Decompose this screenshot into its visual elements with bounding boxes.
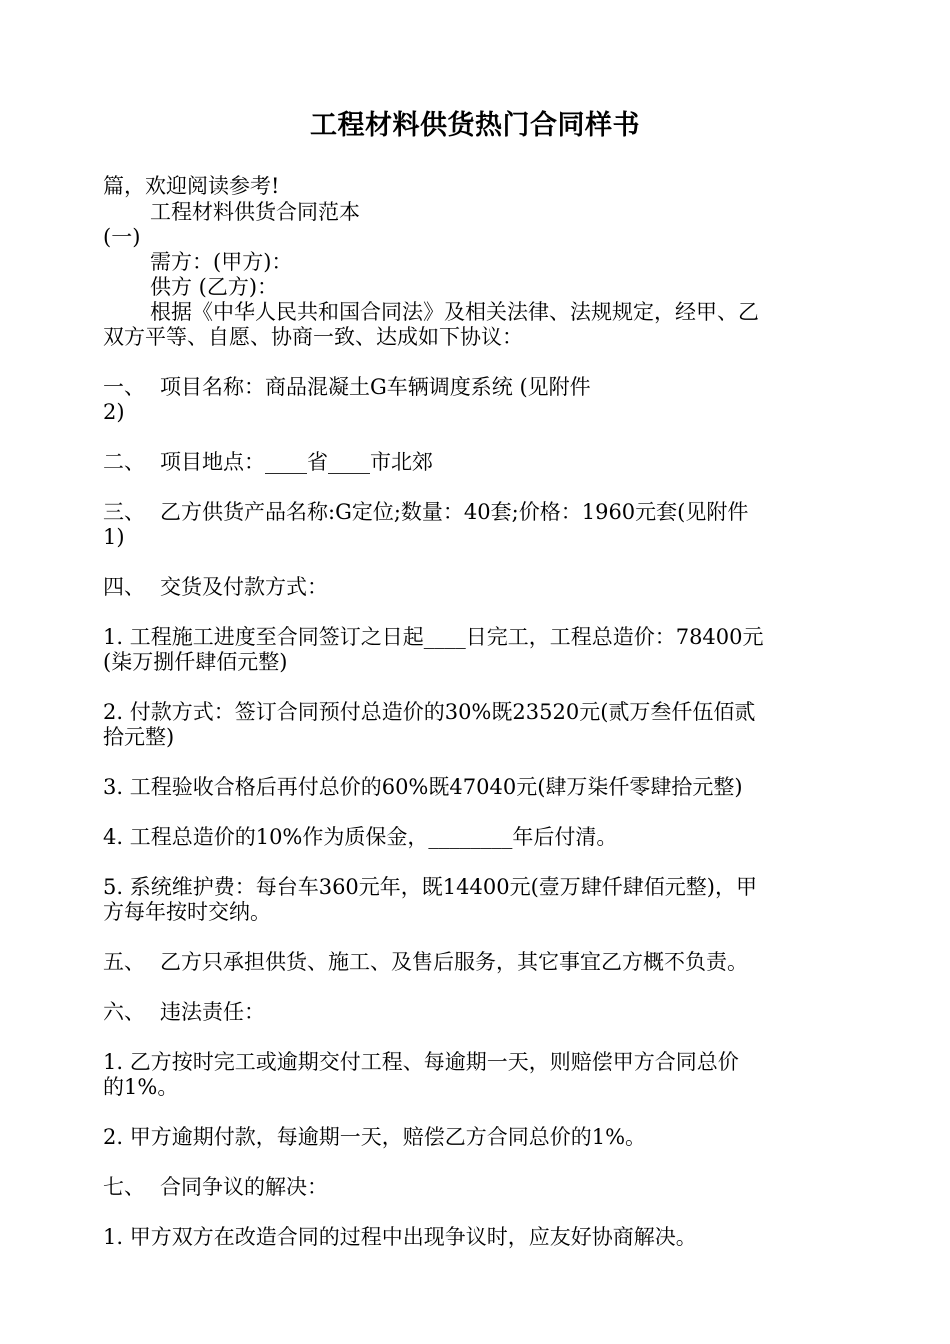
item-4-5: 5. 系统维护费：每台车360元年，既14400元(壹万肆仟肆佰元整)，甲 [103,875,757,899]
clause-7 [103,1174,328,1200]
clause-text: 交货及付款方式： [160,575,328,599]
item-4-1-continuation: (柒万捌仟肆佰元整) [103,650,288,674]
clause-text: 违法责任： [160,1000,265,1024]
clause-4 [103,574,328,600]
party-b-line: 供方 (乙方)： [150,275,279,299]
item-6-1-continuation: 的1%。 [103,1075,179,1099]
party-a-line: 需方：(甲方)： [150,250,293,274]
clause-5 [103,949,748,975]
item-4-3: 3. 工程验收合格后再付总价的60%既47040元(肆万柒仟零肆拾元整) [103,775,743,799]
clause-3 [103,499,748,525]
contract-subtitle: 工程材料供货合同范本 [150,200,360,224]
clause-number: 二、 [103,450,145,474]
clause-2 [103,449,433,475]
clause-text: 乙方供货产品名称:G定位;数量：40套;价格：1960元套(见附件 [160,500,749,524]
item-6-1: 1. 乙方按时完工或逾期交付工程、每逾期一天，则赔偿甲方合同总价 [103,1050,739,1074]
section-mark: (一) [103,225,141,249]
preamble-line-1: 根据《中华人民共和国合同法》及相关法律、法规规定，经甲、乙 [150,300,759,324]
clause-number: 三、 [103,500,145,524]
item-6-2: 2. 甲方逾期付款，每逾期一天，赔偿乙方合同总价的1%。 [103,1125,647,1149]
document-title: 工程材料供货热门合同样书 [310,110,640,141]
item-4-2: 2. 付款方式：签订合同预付总造价的30%既23520元(贰万叁仟伍佰贰 [103,700,756,724]
clause-text: 项目名称：商品混凝土G车辆调度系统 (见附件 [160,375,591,399]
clause-text: 合同争议的解决： [160,1175,328,1199]
clause-text: 乙方只承担供货、施工、及售后服务，其它事宜乙方概不负责。 [160,950,748,974]
clause-number: 一、 [103,375,145,399]
item-4-1: 1. 工程施工进度至合同签订之日起____日完工，工程总造价：78400元 [103,625,764,649]
clause-number: 六、 [103,1000,145,1024]
item-7-1: 1. 甲方双方在改造合同的过程中出现争议时，应友好协商解决。 [103,1225,697,1249]
item-4-5-continuation: 方每年按时交纳。 [103,900,271,924]
item-4-2-continuation: 拾元整) [103,725,175,749]
clause-number: 四、 [103,575,145,599]
clause-text: 项目地点：____省____市北郊 [160,450,433,474]
preamble-line-2: 双方平等、自愿、协商一致、达成如下协议： [103,325,523,349]
item-4-4: 4. 工程总造价的10%作为质保金，________年后付清。 [103,825,618,849]
clause-number: 五、 [103,950,145,974]
intro-text: 篇，欢迎阅读参考! [103,174,280,198]
clause-1-continuation: 2) [103,400,125,424]
clause-1 [103,374,591,400]
clause-6 [103,999,265,1025]
clause-3-continuation: 1) [103,525,125,549]
clause-number: 七、 [103,1175,145,1199]
